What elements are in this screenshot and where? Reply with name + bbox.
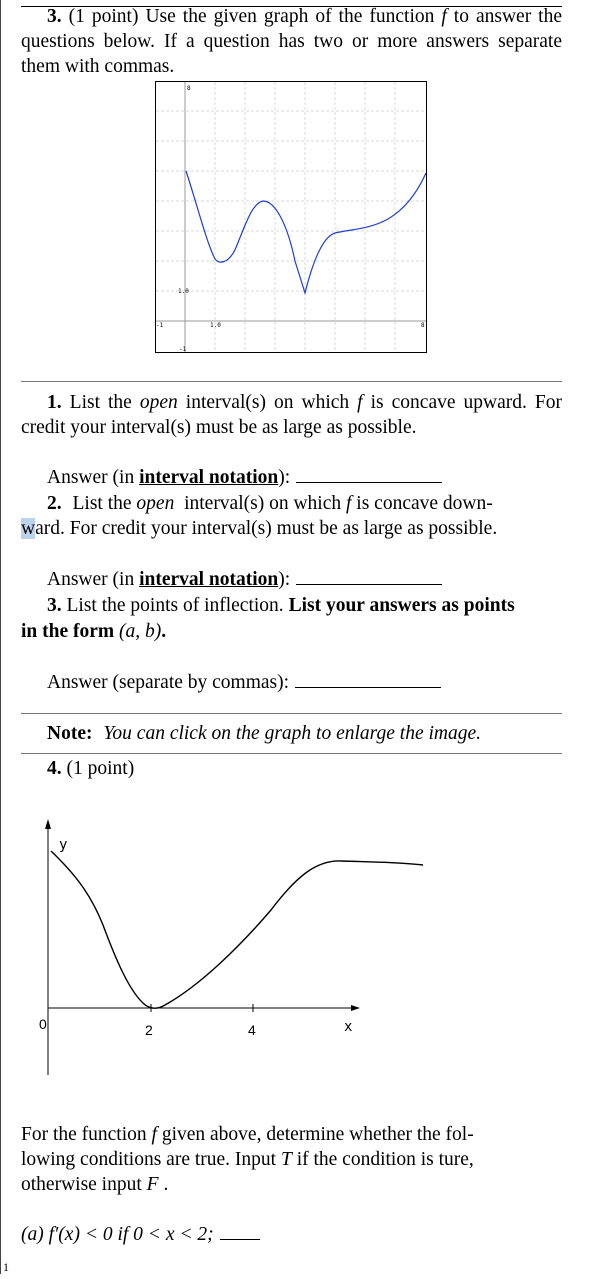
q1-open: open [139,392,178,413]
p4-tick4-label: 4 [248,1022,256,1038]
problem4-points: (1 point) [66,758,135,779]
q2-number: 2. [47,493,62,514]
p4-instr-e: otherwise input [21,1174,147,1195]
q2-answer-prefix: Answer (in [47,569,140,590]
graph-frame [156,82,427,353]
question3-line2 [21,620,166,644]
p4-F: F [146,1174,159,1195]
problem4-number: 4. [47,758,62,779]
q2-text: List the [72,493,137,514]
margin-mark: 1 [3,1260,9,1274]
q1-text: List the [69,392,140,413]
graph-label-xleft: -1 [156,322,164,329]
q3-number: 3. [47,595,62,616]
p4-origin-label: 0 [39,1016,47,1032]
p4-x-label: x [344,1019,353,1035]
problem4-graph[interactable] [31,815,431,1080]
p4-instr-a: For the function [21,1124,152,1145]
function-graph[interactable] [155,81,427,353]
q1-text-c: is concave upward. For credit your interval(s) must be as large as possible. [21,392,563,438]
q3-bold-a: List your answers as points [288,595,515,616]
q3-answer-label: Answer (separate by commas): [47,672,290,693]
q2-answer-input[interactable] [296,584,442,585]
p4-instr-d: if the condition is ture, [291,1149,474,1170]
p4-tick2-label: 2 [145,1022,153,1038]
question2-line2 [21,517,497,541]
q2-text-b: interval(s) on which [179,493,346,514]
p4-part-a [21,1223,260,1247]
note [47,722,481,746]
graph-label-ymid: 1.0 [178,288,189,295]
p4-y-arrow [45,819,51,829]
problem3-number: 3. [47,6,62,27]
graph-label-ybottom: -1 [179,346,187,353]
note-rule-top [21,713,562,714]
problem3-prompt [21,4,562,79]
question3-line1 [47,594,515,618]
q3-answer-input[interactable] [295,687,441,688]
q1-answer-input[interactable] [296,482,442,483]
q2-answer-row [47,568,442,592]
p4-f: f [151,1124,157,1145]
q1-f: f [357,392,363,413]
p4-y-label: y [59,837,68,853]
note-label: Note: [47,723,93,744]
p4-T: T [280,1149,292,1170]
problem4-header [47,757,134,781]
problem3-intro-end: to answer the questions below. If a question has two or more answers separate them with commas. [21,6,563,77]
p4-part-a-input[interactable] [220,1239,260,1240]
q1-answer-suffix: ): [278,467,291,488]
q2-answer-suffix: ): [278,569,291,590]
q1-interval-notation-link[interactable]: interval notation [139,467,279,488]
graph-label-xmid: 1.0 [210,322,221,329]
p4-instructions-line1 [21,1123,474,1147]
p4-x-arrow [351,1005,360,1011]
q3-bold-b: in the form [21,621,120,642]
q3-text: List the points of inflection. [66,595,289,616]
q3-form: (a, b) [119,621,162,642]
p4-instructions-line2 [21,1148,474,1172]
q2-interval-notation-link[interactable]: interval notation [139,569,279,590]
note-text: You can click on the graph to enlarge the image. [103,723,482,744]
p4-instr-c: lowing conditions are true. Input [21,1149,281,1170]
q2-open: open [136,493,175,514]
function-symbol: f [441,6,447,27]
p4-instructions-line3 [21,1173,168,1197]
q1-number: 1. [47,392,62,413]
p4-instr-b: given above, determine whether the fol- [156,1124,474,1145]
graph-label-xright: 8 [421,322,425,329]
p4-part-a-text: (a) f′(x) < 0 if 0 < x < 2; [21,1224,214,1245]
q1-answer-row [47,466,442,490]
question1 [21,390,562,440]
question2-line1 [47,492,493,516]
q3-answer-row [47,671,441,695]
q2-f: f [346,493,352,514]
problem3-intro: Use the given graph of the function [145,6,442,27]
p4-instr-f: . [163,1174,169,1195]
q2-text-d: ard. For credit your interval(s) must be as large as possible. [35,518,498,539]
q3-period: . [161,621,167,642]
q1-text-b: interval(s) on which [177,392,358,413]
q1-answer-prefix: Answer (in [47,467,140,488]
section-rule [21,381,562,382]
note-rule-bottom [21,753,562,754]
p4-function-curve [51,851,423,1008]
q2-text-c: is concave down- [351,493,493,514]
q2-highlight: w [21,518,36,539]
problem3-points: (1 point) [68,6,139,27]
graph-label-ytop: 8 [187,85,191,92]
